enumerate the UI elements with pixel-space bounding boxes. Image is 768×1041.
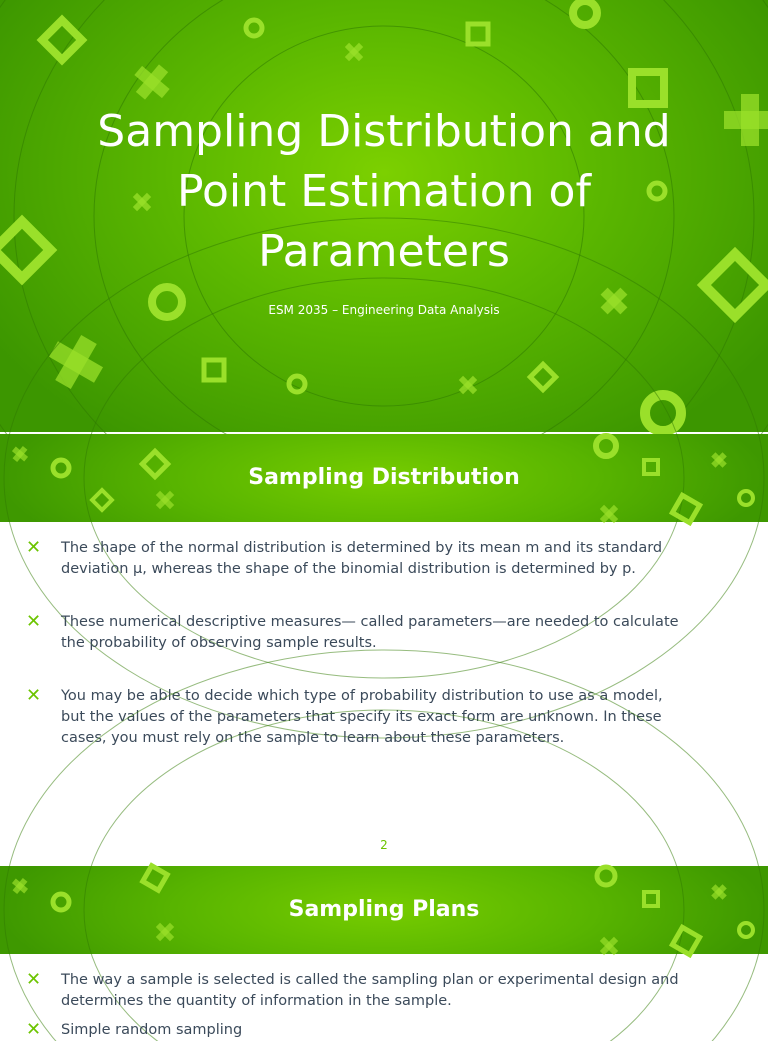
bullet-line: The shape of the normal distribution is determined by its mean m and its standard: [61, 540, 663, 556]
bullet-line: cases, you must rely on the sample to learn about these parameters.: [61, 730, 565, 746]
slide-header-band: [0, 866, 768, 954]
bullet-line: but the values of the parameters that specify its exact form are unknown. In these: [61, 709, 662, 725]
bullet-line: Simple random sampling: [61, 1022, 243, 1038]
bullet-line: These numerical descriptive measures— called parameters—are needed to calculate: [61, 614, 679, 630]
slide-heading: Sampling Plans: [288, 897, 480, 922]
slide-header-band: [0, 434, 768, 522]
bullet-line: deviation μ, whereas the shape of the binomial distribution is determined by p.: [61, 561, 636, 577]
bullet-line: You may be able to decide which type of probability distribution to use as a model,: [61, 688, 663, 704]
title-line: Parameters: [258, 226, 510, 277]
content-slide: [0, 434, 768, 864]
bullet-line: The way a sample is selected is called the sampling plan or experimental design and: [61, 972, 679, 988]
page-number: 2: [380, 838, 388, 852]
title-slide: [0, 0, 768, 432]
bullet-text: [61, 970, 751, 1012]
bullet-text: [61, 686, 751, 749]
title-line: Point Estimation of: [177, 166, 591, 217]
x-bullet-icon: ✕: [26, 537, 42, 558]
bullet-text: [61, 538, 751, 580]
x-bullet-icon: ✕: [26, 611, 42, 632]
bullet-text: [61, 612, 751, 654]
presentation-title: [0, 102, 768, 282]
x-bullet-icon: ✕: [26, 685, 42, 706]
bullet-line: determines the quantity of information in the sample.: [61, 993, 452, 1009]
slide-heading: Sampling Distribution: [248, 465, 520, 490]
bullet-text: [61, 1020, 751, 1041]
title-line: Sampling Distribution and: [97, 106, 671, 157]
bullet-line: the probability of observing sample results.: [61, 635, 377, 651]
content-slide: [0, 866, 768, 1040]
x-bullet-icon: ✕: [26, 969, 42, 990]
x-bullet-icon: ✕: [26, 1019, 42, 1040]
presentation-subtitle: ESM 2035 – Engineering Data Analysis: [268, 303, 500, 317]
